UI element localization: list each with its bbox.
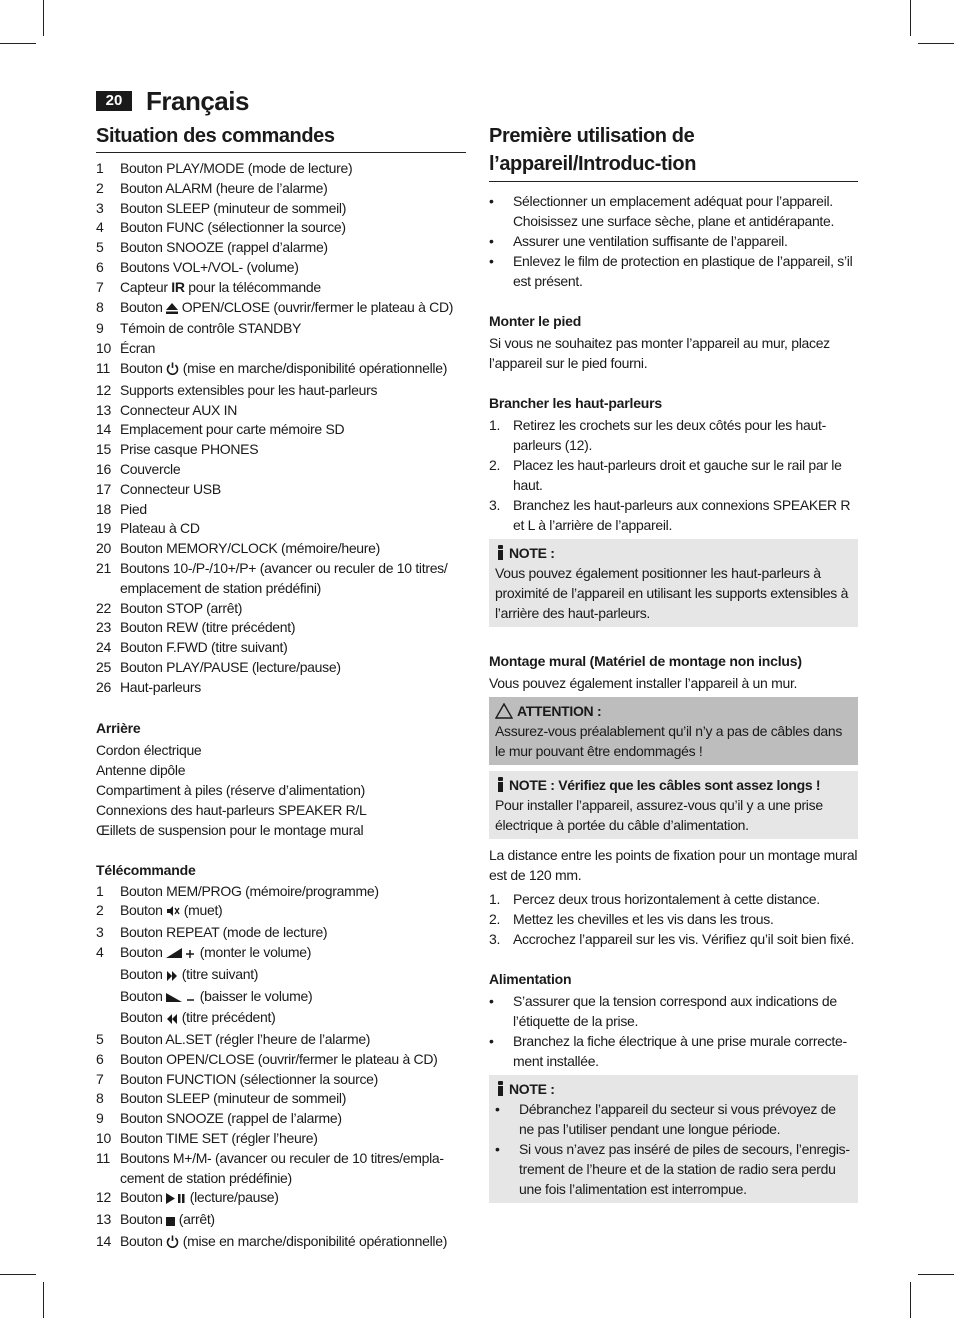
- list-item: [96, 258, 466, 278]
- list-item: [96, 901, 466, 923]
- item-text: (mise en marche/disponibilité opérationnelle): [179, 1233, 448, 1250]
- note-label: NOTE :: [509, 545, 555, 561]
- list-item: [489, 415, 858, 455]
- item-text: Bouton PLAY/PAUSE (lecture/pause): [120, 658, 341, 675]
- item-emphasis: IR: [171, 278, 185, 295]
- list-item: [96, 480, 466, 500]
- info-icon: [495, 545, 506, 561]
- bullet-icon: •: [489, 253, 494, 269]
- item-text: Connecteur USB: [120, 480, 221, 497]
- item-number: 22: [96, 599, 111, 616]
- item-number: 12: [96, 1189, 111, 1206]
- list-item: [96, 599, 466, 619]
- mute-icon: [166, 903, 180, 923]
- item-number: 6: [96, 258, 104, 275]
- item-number: 11: [96, 359, 110, 376]
- crop-mark: [0, 1274, 36, 1275]
- speakers-heading: Brancher les haut-parleurs: [489, 395, 662, 411]
- item-text: Bouton: [120, 902, 167, 919]
- item-number: 7: [96, 1070, 104, 1087]
- item-number: 14: [96, 421, 111, 438]
- crop-mark: [910, 1282, 911, 1318]
- list-item: [96, 559, 466, 599]
- item-text: Connecteur AUX IN: [120, 401, 238, 418]
- item-number: 7: [96, 278, 104, 295]
- item-number: 2: [96, 902, 104, 919]
- list-item: [96, 179, 466, 199]
- item-number: 10: [96, 340, 111, 357]
- bullet-text: Débranchez l’appareil du secteur si vous prévoyez de ne pas l’utiliser pendant une longue période.: [519, 1101, 836, 1137]
- item-number: 9: [96, 320, 104, 337]
- rear-item: Cordon électrique: [96, 741, 202, 758]
- power-bullets: [489, 991, 858, 1071]
- item-text: (baisser le volume): [196, 987, 313, 1004]
- distance-text: La distance entre les points de fixation pour un montage mural est de 120 mm.: [489, 847, 858, 883]
- item-number: 1.: [489, 417, 501, 433]
- rear-item: Connexions des haut-parleurs SPEAKER R/L: [96, 801, 367, 818]
- list-item: [96, 298, 466, 320]
- bullet-item: [495, 1099, 852, 1139]
- item-text: OPEN/CLOSE (ouvrir/fermer le plateau à CD): [178, 298, 454, 315]
- bullet-icon: •: [495, 1101, 500, 1117]
- item-number: 17: [96, 480, 111, 497]
- power-icon: [166, 361, 179, 381]
- item-text: Bouton F.FWD (titre suivant): [120, 639, 288, 656]
- note-text: Vous pouvez également positionner les haut-parleurs à proximité de l’appareil en utilisant les supports extensibles à l’arrière des haut-parleurs.: [495, 565, 849, 621]
- remote-heading: Télécommande: [96, 861, 196, 878]
- item-number: 16: [96, 460, 111, 477]
- item-number: 3.: [489, 931, 501, 947]
- item-text: Bouton SNOOZE (rappel de l’alarme): [120, 1110, 342, 1127]
- note-box: [489, 1075, 858, 1203]
- attention-label: ATTENTION :: [517, 703, 602, 719]
- eject-icon: [166, 300, 178, 320]
- item-number: 8: [96, 1090, 104, 1107]
- item-number: 11: [96, 1149, 110, 1166]
- item-number: 12: [96, 381, 111, 398]
- item-text: Bouton TIME SET (régler l’heure): [120, 1130, 318, 1147]
- remote-list: [96, 882, 466, 1254]
- item-text: (mise en marche/disponibilité opérationnelle): [179, 359, 448, 376]
- item-text: Bouton SLEEP (minuteur de sommeil): [120, 199, 347, 216]
- right-column: [489, 122, 858, 1203]
- item-number: 3.: [489, 497, 501, 513]
- item-number: 2.: [489, 911, 501, 927]
- item-number: 8: [96, 298, 104, 315]
- bullet-icon: •: [495, 1141, 500, 1157]
- note-label: NOTE : Vérifiez que les câbles sont assez longs !: [509, 777, 821, 793]
- warning-icon: [495, 703, 513, 719]
- bullet-icon: •: [489, 193, 494, 209]
- item-text: Placez les haut-parleurs droit et gauche sur le rail par le haut.: [513, 457, 842, 493]
- attention-text: Assurez-vous préalablement qu’il n’y a pas de câbles dans le mur pouvant être endommagés !: [495, 723, 843, 759]
- item-text: Bouton: [120, 359, 167, 376]
- bullet-item: [495, 1139, 852, 1199]
- item-text: (titre précédent): [178, 1009, 276, 1026]
- crop-mark: [918, 43, 954, 44]
- list-item: [489, 929, 858, 949]
- list-item: [96, 943, 466, 965]
- item-text: Bouton STOP (arrêt): [120, 599, 243, 616]
- controls-list: [96, 159, 466, 698]
- item-number: 15: [96, 441, 111, 458]
- item-number: 14: [96, 1233, 111, 1250]
- item-number: 4: [96, 219, 104, 236]
- list-item: [96, 381, 466, 401]
- crop-mark: [910, 0, 911, 36]
- item-number: 1: [96, 882, 104, 899]
- list-item: [96, 199, 466, 219]
- attention-box: [489, 697, 858, 765]
- item-text: Bouton OPEN/CLOSE (ouvrir/fermer le plateau à CD): [120, 1050, 438, 1067]
- item-number: 10: [96, 1130, 111, 1147]
- list-item: [96, 1188, 466, 1210]
- list-item: [96, 460, 466, 480]
- bullet-item: [489, 231, 858, 251]
- list-item: [96, 359, 466, 381]
- item-number: 19: [96, 520, 111, 537]
- crop-mark: [43, 0, 44, 36]
- note-bullets: [495, 1099, 852, 1199]
- item-number: 13: [96, 1211, 111, 1228]
- wall-text: Vous pouvez également installer l’appareil à un mur.: [489, 675, 798, 691]
- list-item: [96, 401, 466, 421]
- intro-bullets: [489, 191, 858, 291]
- item-number: 26: [96, 678, 111, 695]
- item-text: Accrochez l’appareil sur les vis. Vérifiez qu’il soit bien fixé.: [513, 931, 855, 947]
- item-text: Bouton FUNCTION (sélectionner la source): [120, 1070, 378, 1087]
- list-item: [489, 909, 858, 929]
- item-number: 2.: [489, 457, 501, 473]
- controls-heading: Situation des commandes: [96, 122, 466, 153]
- list-item: [96, 1109, 466, 1129]
- power-icon: [166, 1234, 179, 1254]
- list-item: [489, 889, 858, 909]
- item-text: Boutons M+/M- (avancer ou reculer de 10 titres/empla-cement de station prédéfinie): [120, 1149, 444, 1186]
- item-text: Bouton REW (titre précédent): [120, 619, 296, 636]
- bullet-icon: •: [489, 233, 494, 249]
- item-number: 20: [96, 540, 111, 557]
- bullet-item: [489, 991, 858, 1031]
- play-pause-icon: [166, 1190, 186, 1210]
- speakers-steps: [489, 415, 858, 535]
- bullet-text: S’assurer que la tension correspond aux indications de l’étiquette de la prise.: [513, 993, 837, 1029]
- list-item: [96, 638, 466, 658]
- list-item: [96, 539, 466, 559]
- list-item: [96, 440, 466, 460]
- item-text: (muet): [180, 902, 223, 919]
- bullet-item: [489, 1031, 858, 1071]
- wall-heading: Montage mural (Matériel de montage non inclus): [489, 653, 802, 669]
- item-text: Mettez les chevilles et les vis dans les trous.: [513, 911, 774, 927]
- item-text: Branchez les haut-parleurs aux connexions SPEAKER R et L à l’arrière de l’appareil.: [513, 497, 851, 533]
- list-item: [96, 1089, 466, 1109]
- item-text: Bouton PLAY/MODE (mode de lecture): [120, 160, 353, 176]
- bullet-text: Enlevez le film de protection en plastique de l’appareil, s’il est présent.: [513, 253, 853, 289]
- item-number: 21: [96, 559, 111, 576]
- item-text: Bouton FUNC (sélectionner la source): [120, 219, 346, 236]
- stand-heading: Monter le pied: [489, 313, 582, 329]
- item-text: Écran: [120, 340, 156, 357]
- stand-text: Si vous ne souhaitez pas monter l’appareil au mur, placez l’appareil sur le pied fourni.: [489, 335, 830, 371]
- item-number: 25: [96, 658, 111, 675]
- list-item: [96, 1210, 466, 1232]
- wall-steps: [489, 889, 858, 949]
- item-text: Bouton: [120, 1211, 167, 1228]
- item-text: (lecture/pause): [186, 1189, 279, 1206]
- item-text: Bouton SLEEP (minuteur de sommeil): [120, 1090, 347, 1107]
- rear-item: Œillets de suspension pour le montage mural: [96, 821, 364, 838]
- item-number: 24: [96, 639, 111, 656]
- info-icon: [495, 1081, 506, 1097]
- list-item: [96, 618, 466, 638]
- item-text: Plateau à CD: [120, 520, 200, 537]
- list-item: [96, 678, 466, 698]
- item-number: 5: [96, 1031, 104, 1048]
- item-text: Bouton: [120, 1009, 167, 1026]
- power-heading: Alimentation: [489, 971, 572, 987]
- list-item: [96, 1070, 466, 1090]
- item-number: 13: [96, 401, 111, 418]
- item-text: (monter le volume): [196, 943, 312, 960]
- volume-down-icon: [166, 989, 196, 1009]
- item-text: Bouton: [120, 943, 167, 960]
- item-text: Pied: [120, 500, 147, 517]
- item-number: 9: [96, 1110, 104, 1127]
- list-item: [96, 1129, 466, 1149]
- list-item: [96, 339, 466, 359]
- page-title: Français: [146, 86, 249, 116]
- list-item: [96, 500, 466, 520]
- item-number: 1.: [489, 891, 501, 907]
- list-item: [96, 319, 466, 339]
- crop-mark: [43, 1282, 44, 1318]
- item-text: Couvercle: [120, 460, 181, 477]
- list-item: [96, 519, 466, 539]
- bullet-item: [489, 251, 858, 291]
- item-text: Bouton: [120, 987, 167, 1004]
- item-text: Témoin de contrôle STANDBY: [120, 320, 302, 337]
- stop-icon: [166, 1212, 175, 1232]
- item-text: Retirez les crochets sur les deux côtés pour les haut-parleurs (12).: [513, 417, 826, 453]
- list-item: [96, 965, 466, 987]
- item-text: Percez deux trous horizontalement à cette distance.: [513, 891, 820, 907]
- item-text: Capteur: [120, 278, 172, 295]
- item-number: 23: [96, 619, 111, 636]
- left-column: [96, 122, 466, 1254]
- item-number: 5: [96, 239, 104, 256]
- list-item: [96, 1030, 466, 1050]
- list-item: [489, 495, 858, 535]
- list-item: [96, 923, 466, 943]
- next-icon: [166, 967, 178, 987]
- item-text: Bouton ALARM (heure de l’alarme): [120, 179, 328, 196]
- item-number: 2: [96, 179, 104, 196]
- item-text: Bouton SNOOZE (rappel d’alarme): [120, 239, 328, 256]
- list-item: [96, 278, 466, 298]
- item-number: 4: [96, 943, 104, 960]
- list-item: [96, 1050, 466, 1070]
- list-item: [96, 1008, 466, 1030]
- item-text: Boutons 10-/P-/10+/P+ (avancer ou reculer de 10 titres/ emplacement de station prédéfini): [120, 559, 448, 596]
- list-item: [96, 159, 466, 179]
- item-number: 6: [96, 1050, 104, 1067]
- list-item: [96, 238, 466, 258]
- item-text: Haut-parleurs: [120, 678, 201, 695]
- item-text: Bouton MEM/PROG (mémoire/programme): [120, 882, 379, 899]
- list-item: [96, 987, 466, 1009]
- volume-up-icon: [166, 945, 196, 965]
- item-text: Bouton: [120, 298, 167, 315]
- item-text: Boutons VOL+/VOL- (volume): [120, 258, 299, 275]
- list-item: [96, 420, 466, 440]
- item-text: (titre suivant): [178, 965, 259, 982]
- previous-icon: [166, 1010, 178, 1030]
- item-number: 3: [96, 924, 104, 941]
- item-text: Bouton: [120, 1189, 167, 1206]
- page-number: 20: [96, 91, 132, 111]
- list-item: [96, 218, 466, 238]
- info-icon: [495, 777, 506, 793]
- item-text: (arrêt): [175, 1211, 215, 1228]
- item-number: 1: [96, 160, 104, 176]
- note-box: [489, 539, 858, 627]
- note-label: NOTE :: [509, 1081, 555, 1097]
- list-item: [96, 1149, 466, 1189]
- bullet-text: Branchez la fiche électrique à une prise murale correcte-ment installée.: [513, 1033, 847, 1069]
- rear-list: [96, 740, 466, 840]
- item-text: Bouton AL.SET (régler l’heure de l’alarme): [120, 1031, 371, 1048]
- list-item: [96, 658, 466, 678]
- bullet-icon: •: [489, 993, 494, 1009]
- item-text: Bouton: [120, 1233, 167, 1250]
- rear-item: Antenne dipôle: [96, 761, 186, 778]
- bullet-text: Sélectionner un emplacement adéquat pour l’appareil. Choisissez une surface sèche, plane et antidérapante.: [513, 193, 835, 229]
- item-text: Emplacement pour carte mémoire SD: [120, 421, 345, 438]
- crop-mark: [918, 1274, 954, 1275]
- crop-mark: [0, 43, 36, 44]
- list-item: [96, 882, 466, 902]
- item-text: Bouton: [120, 965, 167, 982]
- bullet-text: Assurer une ventilation suffisante de l’appareil.: [513, 233, 788, 249]
- item-text: Prise casque PHONES: [120, 441, 259, 458]
- bullet-item: [489, 191, 858, 231]
- list-item: [489, 455, 858, 495]
- item-text: Bouton MEMORY/CLOCK (mémoire/heure): [120, 540, 380, 557]
- item-text: Bouton REPEAT (mode de lecture): [120, 924, 328, 941]
- note-box: [489, 771, 858, 839]
- rear-item: Compartiment à piles (réserve d’alimentation): [96, 781, 365, 798]
- first-use-heading: Première utilisation de l’appareil/Introduc-tion: [489, 122, 858, 182]
- item-number: 18: [96, 500, 111, 517]
- rear-heading: Arrière: [96, 719, 141, 736]
- bullet-icon: •: [489, 1033, 494, 1049]
- item-text: Supports extensibles pour les haut-parleurs: [120, 381, 378, 398]
- item-number: 3: [96, 199, 104, 216]
- bullet-text: Si vous n’avez pas inséré de piles de secours, l’enregis-trement de l’heure et de la station de radio sera perdu une fois l’alimentation est interrompue.: [519, 1141, 850, 1197]
- item-text: pour la télécommande: [184, 278, 321, 295]
- list-item: [96, 1232, 466, 1254]
- note-text: Pour installer l’appareil, assurez-vous qu’il y a une prise électrique à portée du câble d’alimentation.: [495, 797, 823, 833]
